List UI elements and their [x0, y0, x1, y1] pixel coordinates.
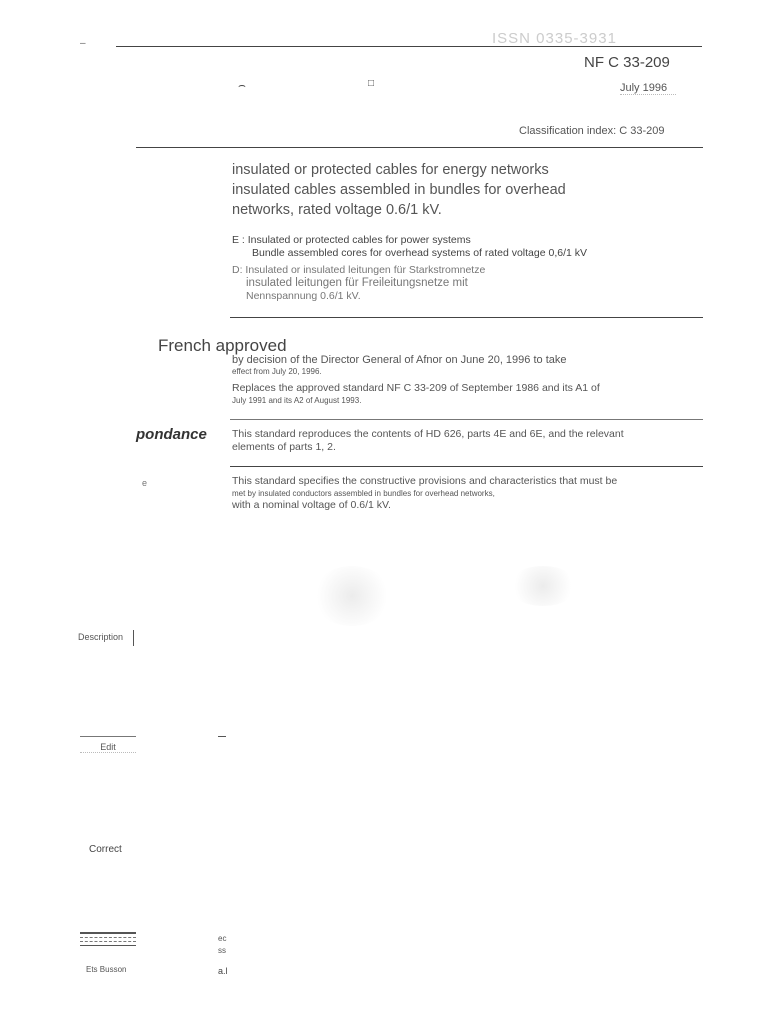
- title-line-1: insulated or protected cables for energy networks: [232, 162, 549, 178]
- title-line-3: networks, rated voltage 0.6/1 kV.: [232, 202, 442, 218]
- bottom-code-b: ss: [218, 946, 226, 955]
- approval-heading: French approved: [158, 336, 287, 355]
- publisher-rule-4: [80, 945, 136, 946]
- analysis-marker: e: [142, 478, 148, 488]
- edit-label: Edit: [80, 742, 136, 753]
- publisher-rule-3: [80, 941, 136, 942]
- correspondence-top-rule: [230, 419, 703, 420]
- standard-number: NF C 33-209: [584, 54, 670, 71]
- publisher-block: [80, 932, 136, 946]
- bottom-code-c: a.l: [218, 966, 228, 976]
- correspondence-line-2: elements of parts 1, 2.: [232, 441, 336, 453]
- scan-smudge-2: [508, 566, 578, 606]
- mark-a-icon: ⌢: [238, 78, 246, 92]
- header-top-rule: [116, 46, 702, 47]
- document-date: July 1996: [620, 82, 676, 95]
- scan-smudge-1: [312, 566, 392, 626]
- left-dash-mark: –: [80, 38, 86, 49]
- approval-text: [232, 354, 600, 405]
- edit-rule: [80, 736, 136, 737]
- german-line-1: D: Insulated or insulated leitungen für Starkstromnetze: [232, 264, 486, 276]
- description-label: Description: [78, 632, 124, 642]
- top-stamp: ISSN 0335-3931: [492, 30, 617, 47]
- german-line-2: insulated leitungen für Freileitungsnetze mit: [246, 277, 468, 289]
- correspondence-line-1: This standard reproduces the contents of HD 626, parts 4E and 6E, and the relevant: [232, 428, 624, 440]
- header-bottom-rule: [136, 147, 703, 148]
- analysis-line-2: met by insulated conductors assembled in bundles for overhead networks,: [232, 489, 495, 498]
- publisher-name: Ets Busson: [86, 965, 127, 974]
- approval-line-4: July 1991 and its A2 of August 1993.: [232, 396, 362, 405]
- analysis-top-rule: [230, 466, 703, 467]
- approval-line-2: effect from July 20, 1996.: [232, 367, 322, 376]
- analysis-line-3: with a nominal voltage of 0.6/1 kV.: [232, 499, 391, 511]
- analysis-text: [232, 475, 617, 511]
- english-line-2: Bundle assembled cores for overhead systems of rated voltage 0,6/1 kV: [252, 247, 588, 259]
- description-bracket: [133, 630, 134, 646]
- correspondence-label: pondance: [136, 426, 207, 443]
- translation-german: [232, 264, 485, 303]
- publisher-rule-2: [80, 937, 136, 938]
- title-line-2: insulated cables assembled in bundles for overhead: [232, 182, 566, 198]
- mark-b-icon: □: [368, 78, 375, 89]
- document-title: [232, 160, 566, 220]
- translation-english: [232, 234, 587, 260]
- left-small-mark: [218, 736, 226, 737]
- approval-line-1: by decision of the Director General of Afnor on June 20, 1996 to take: [232, 354, 567, 366]
- correct-label: Correct: [89, 844, 122, 855]
- approval-line-3: Replaces the approved standard NF C 33-209 of September 1986 and its A1 of: [232, 382, 600, 394]
- correspondence-text: [232, 428, 624, 454]
- analysis-line-1: This standard specifies the constructive provisions and characteristics that must be: [232, 475, 618, 487]
- german-line-3: Nennspannung 0.6/1 kV.: [246, 290, 361, 302]
- approval-top-rule: [230, 317, 703, 318]
- english-line-1: E : Insulated or protected cables for power systems: [232, 234, 471, 246]
- classification-index: Classification index: C 33-209: [519, 125, 665, 137]
- bottom-code-a: ec: [218, 934, 227, 943]
- publisher-rule-1: [80, 932, 136, 934]
